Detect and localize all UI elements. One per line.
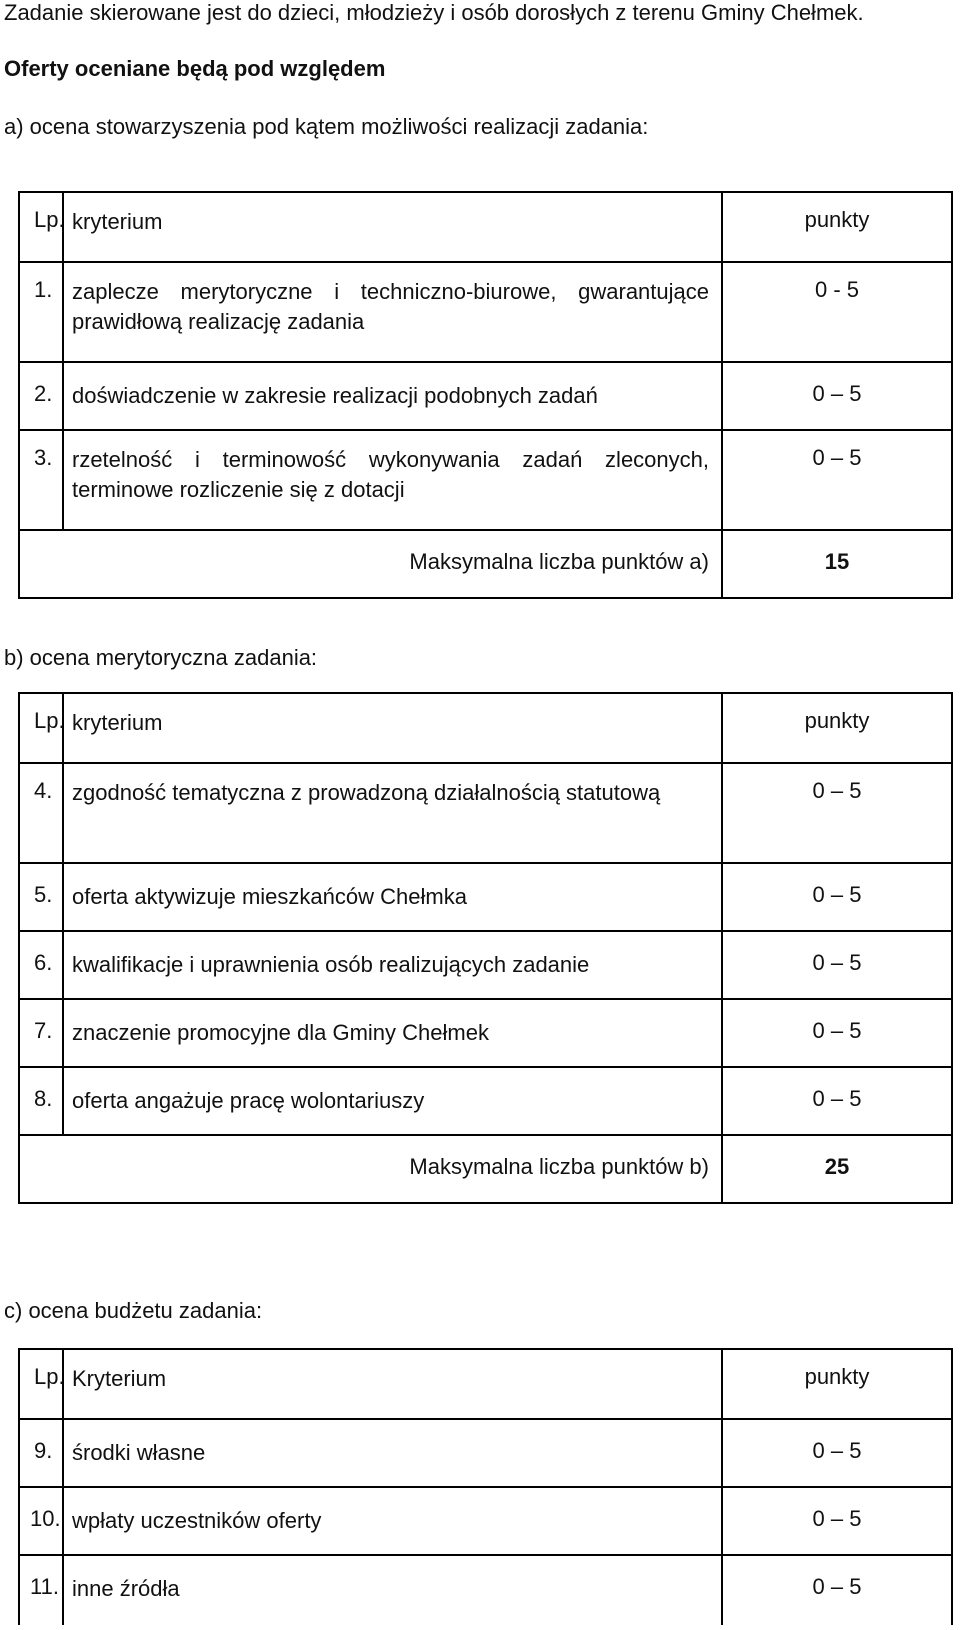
header-criterion: Kryterium <box>63 1349 722 1419</box>
section-a-title: a) ocena stowarzyszenia pod kątem możliwości realizacji zadania: <box>4 114 649 139</box>
table-header-row <box>19 192 952 262</box>
row-lp: 11. <box>19 1555 63 1625</box>
row-lp: 4. <box>19 763 63 863</box>
row-lp: 10. <box>19 1487 63 1555</box>
row-points: 0 - 5 <box>722 262 952 362</box>
row-criterion: zaplecze merytoryczne i techniczno-biurowe, gwarantujące prawidłową realizację zadania <box>63 262 722 362</box>
header-lp: Lp. <box>19 693 63 763</box>
table-row <box>19 931 952 999</box>
total-label: Maksymalna liczba punktów b) <box>19 1135 722 1203</box>
row-points: 0 – 5 <box>722 430 952 530</box>
section-c-title: c) ocena budżetu zadania: <box>4 1298 263 1323</box>
row-points: 0 – 5 <box>722 362 952 430</box>
table-row <box>19 430 952 530</box>
table-b <box>18 692 953 1204</box>
row-criterion: kwalifikacje i uprawnienia osób realizujących zadanie <box>63 931 722 999</box>
row-criterion: doświadczenie w zakresie realizacji podobnych zadań <box>63 362 722 430</box>
row-criterion: zgodność tematyczna z prowadzoną działalnością statutową <box>63 763 722 863</box>
row-criterion: znaczenie promocyjne dla Gminy Chełmek <box>63 999 722 1067</box>
row-points: 0 – 5 <box>722 1419 952 1487</box>
row-criterion: środki własne <box>63 1419 722 1487</box>
row-lp: 8. <box>19 1067 63 1135</box>
table-c <box>18 1348 953 1625</box>
row-points: 0 – 5 <box>722 999 952 1067</box>
row-lp: 3. <box>19 430 63 530</box>
table-row <box>19 863 952 931</box>
row-lp: 2. <box>19 362 63 430</box>
total-value: 25 <box>722 1135 952 1203</box>
table-row <box>19 1487 952 1555</box>
row-criterion: rzetelność i terminowość wykonywania zadań zleconych, terminowe rozliczenie się z dotacji <box>63 430 722 530</box>
header-lp: Lp. <box>19 1349 63 1419</box>
intro-text: Zadanie skierowane jest do dzieci, młodzieży i osób dorosłych z terenu Gminy Chełmek. <box>4 0 864 25</box>
row-points: 0 – 5 <box>722 931 952 999</box>
header-criterion: kryterium <box>63 192 722 262</box>
table-row <box>19 262 952 362</box>
header-points: punkty <box>722 192 952 262</box>
row-points: 0 – 5 <box>722 763 952 863</box>
section-b-title: b) ocena merytoryczna zadania: <box>4 645 318 670</box>
table-a <box>18 191 953 599</box>
total-label: Maksymalna liczba punktów a) <box>19 530 722 598</box>
row-criterion: inne źródła <box>63 1555 722 1625</box>
table-header-row <box>19 1349 952 1419</box>
row-lp: 5. <box>19 863 63 931</box>
header-points: punkty <box>722 693 952 763</box>
table-row <box>19 763 952 863</box>
section-heading: Oferty oceniane będą pod względem <box>4 56 386 81</box>
table-header-row <box>19 693 952 763</box>
row-points: 0 – 5 <box>722 863 952 931</box>
table-row <box>19 1067 952 1135</box>
header-lp: Lp. <box>19 192 63 262</box>
table-row <box>19 1419 952 1487</box>
row-lp: 1. <box>19 262 63 362</box>
total-row <box>19 530 952 598</box>
row-criterion: oferta angażuje pracę wolontariuszy <box>63 1067 722 1135</box>
row-lp: 9. <box>19 1419 63 1487</box>
table-row <box>19 999 952 1067</box>
row-criterion: wpłaty uczestników oferty <box>63 1487 722 1555</box>
total-row <box>19 1135 952 1203</box>
table-row <box>19 1555 952 1625</box>
table-row <box>19 362 952 430</box>
row-lp: 6. <box>19 931 63 999</box>
header-points: punkty <box>722 1349 952 1419</box>
row-points: 0 – 5 <box>722 1555 952 1625</box>
total-value: 15 <box>722 530 952 598</box>
row-points: 0 – 5 <box>722 1067 952 1135</box>
row-points: 0 – 5 <box>722 1487 952 1555</box>
header-criterion: kryterium <box>63 693 722 763</box>
row-criterion: oferta aktywizuje mieszkańców Chełmka <box>63 863 722 931</box>
row-lp: 7. <box>19 999 63 1067</box>
